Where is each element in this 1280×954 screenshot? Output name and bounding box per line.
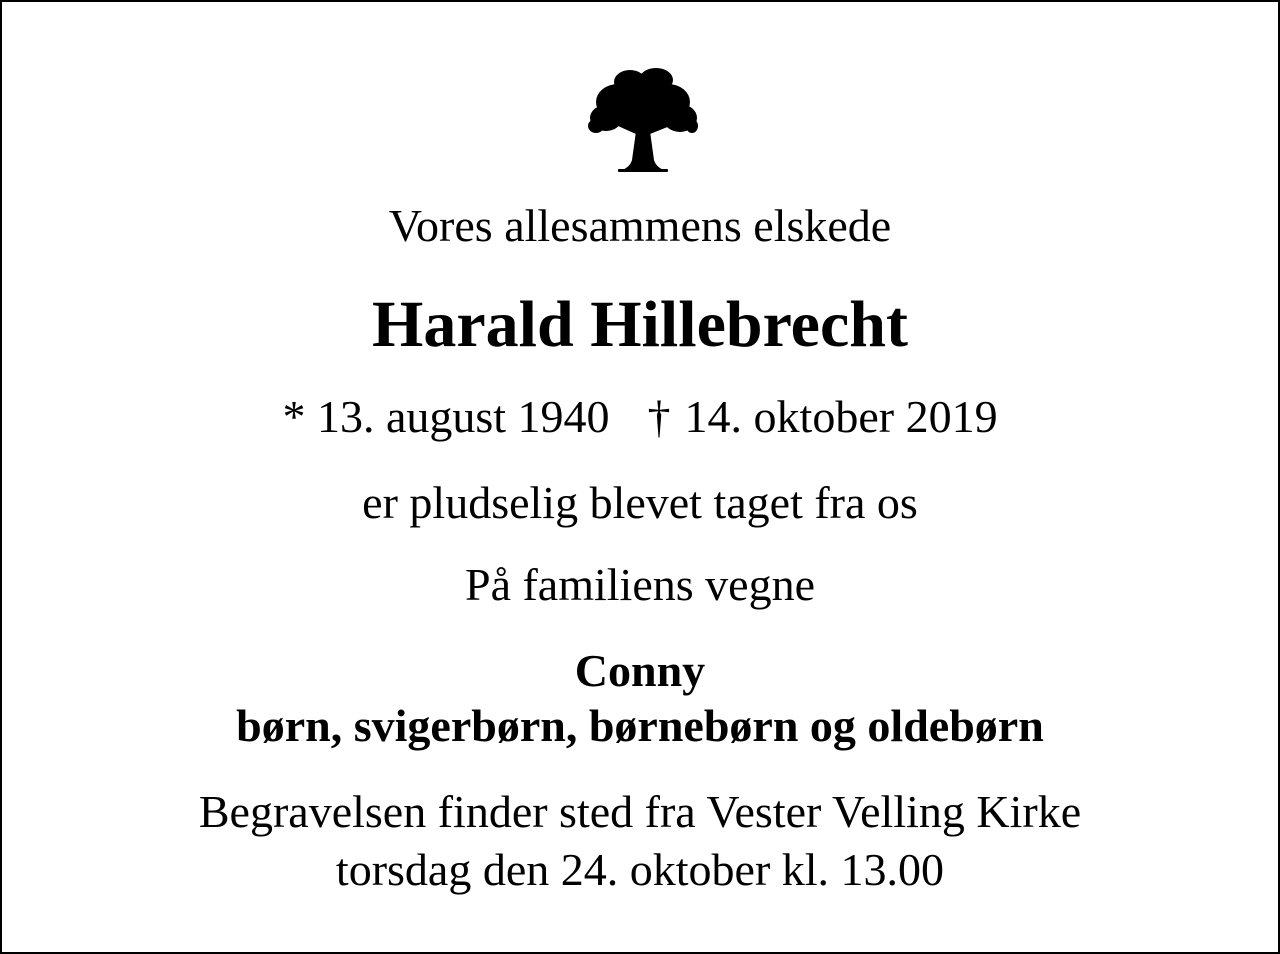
announcement-message: er pludselig blevet taget fra os xyxy=(362,477,918,528)
funeral-time: torsdag den 24. oktober kl. 13.00 xyxy=(335,844,945,895)
signer-name: Conny xyxy=(574,645,706,696)
tree-icon xyxy=(588,66,698,174)
intro-text: Vores allesammens elskede xyxy=(388,200,892,251)
deceased-name: Harald Hillebrecht xyxy=(372,288,908,361)
life-dates xyxy=(2,391,1278,442)
funeral-location: Begravelsen finder sted fra Vester Velling Kirke xyxy=(198,786,1082,837)
on-behalf-text: På familiens vegne xyxy=(464,559,815,610)
family-members: børn, svigerbørn, børnebørn og oldebørn xyxy=(236,700,1044,751)
death-symbol: † xyxy=(647,391,671,442)
death-date: 14. oktober 2019 xyxy=(684,391,998,442)
birth-date: 13. august 1940 xyxy=(316,391,610,442)
birth-symbol: * xyxy=(282,391,306,442)
